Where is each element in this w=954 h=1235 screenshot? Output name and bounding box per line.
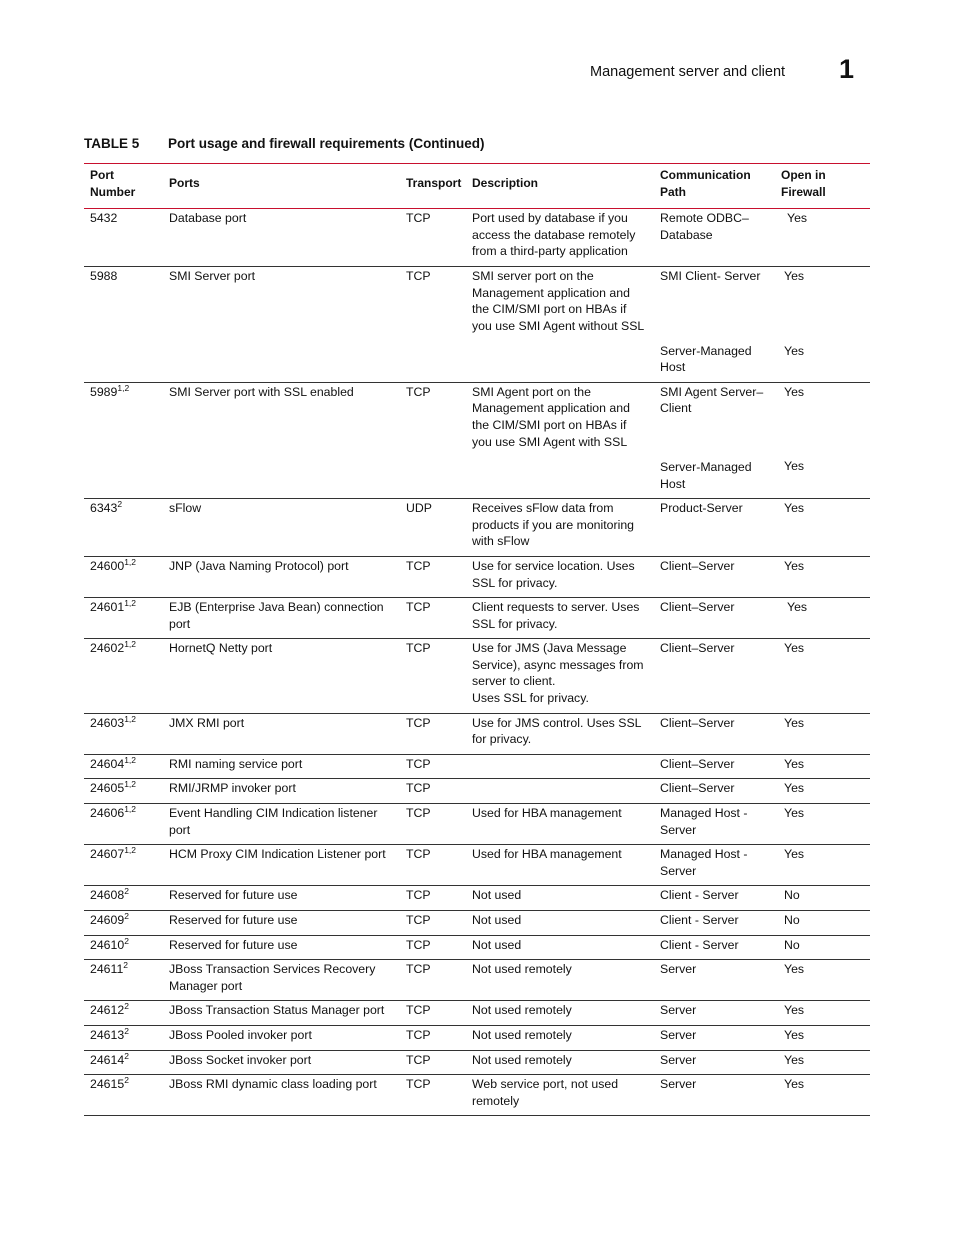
transport: TCP [406,1077,431,1092]
description-cell [466,1001,654,1026]
table-row [84,1001,870,1026]
description-cell [466,1075,654,1116]
transport: TCP [406,268,431,283]
open-in-firewall-cell [775,960,870,1001]
port-number-cell [84,1075,163,1116]
open-in-firewall: Yes [784,501,805,516]
communication-path: Server [660,1052,697,1067]
communication-path-cell [654,935,775,960]
communication-path-cell [654,713,775,754]
communication-path: Managed Host - Server [660,847,748,878]
port-number-cell [84,1001,163,1026]
communication-path: Client–Server [660,558,735,573]
open-in-firewall: Yes [784,847,805,862]
footnote-reference: 2 [124,1001,129,1012]
communication-path: Remote ODBC–Database [660,211,749,242]
column-header-description: Description [472,176,539,191]
port-name: JBoss Transaction Services Recovery Manager port [169,962,376,993]
port-name: HCM Proxy CIM Indication Listener port [169,847,386,862]
footnote-reference: 2 [124,1025,129,1036]
communication-path-cell [654,639,775,713]
description-cell [466,845,654,886]
description: Not used remotely [472,1003,572,1018]
footnote-reference: 1,2 [124,779,137,790]
table-row [84,935,870,960]
communication-path-cell [654,804,775,845]
port-name: Reserved for future use [169,937,298,952]
transport: TCP [406,558,431,573]
column-header-communication-path: Communication Path [660,168,751,199]
table-body [84,209,870,1116]
table-row [84,598,870,639]
open-in-firewall: Yes [784,641,805,656]
table-caption [84,136,485,151]
open-in-firewall: Yes [787,211,808,226]
communication-path: Client - Server [660,888,739,903]
communication-path: Client - Server [660,913,739,927]
open-in-firewall: Yes [784,558,805,573]
transport: TCP [406,715,431,730]
transport: TCP [406,641,431,656]
description: Web service port, not used remotely [472,1077,619,1108]
transport: TCP [406,806,431,821]
footnote-reference: 1,2 [124,556,137,567]
description: Used for HBA management [472,806,622,821]
open-in-firewall-cell [775,779,870,804]
table-row [84,911,870,936]
description: SMI server port on the Management application and the CIM/SMI port on HBAs if you use SMI Agent without SSL [472,268,645,333]
footnote-reference: 1,2 [124,803,137,814]
port-number-cell [84,639,163,713]
table-row [84,779,870,804]
description-cell [466,754,654,779]
column-header-ports: Ports [169,176,200,191]
description-cell [466,1050,654,1075]
chapter-number: 1 [839,54,855,84]
description-cell [466,960,654,1001]
communication-path-cell [654,911,775,936]
port-name: JNP (Java Naming Protocol) port [169,558,349,573]
port-number-cell [84,754,163,779]
description: Used for HBA management [472,847,622,862]
open-in-firewall-cell [775,911,870,936]
open-in-firewall-cell [775,499,870,557]
transport: UDP [406,501,432,516]
port-number: 24610 [90,937,125,952]
description: Use for JMS (Java Message Service), async messages from server to client. [472,641,644,689]
port-number-cell [84,598,163,639]
port-number-cell [84,499,163,557]
port-name: Reserved for future use [169,913,298,927]
description-cell [466,499,654,557]
communication-path-cell [654,960,775,1001]
transport: TCP [406,847,431,862]
open-in-firewall-cell [775,1001,870,1026]
footnote-reference: 2 [123,960,129,971]
communication-path: Client–Server [660,600,735,615]
table-row [84,1050,870,1075]
port-number-cell [84,804,163,845]
port-number-cell [84,1050,163,1075]
communication-path: Product-Server [660,501,743,516]
transport: TCP [406,781,431,796]
open-in-firewall-cell [775,639,870,713]
port-usage-table [84,163,870,1116]
port-number: 24600 [90,558,125,573]
transport: TCP [406,384,431,399]
communication-path: Server [660,1077,697,1092]
description-cell [466,266,654,382]
footnote-reference: 2 [124,1050,129,1061]
communication-path-cell [654,1075,775,1116]
communication-path-cell [654,1001,775,1026]
port-number: 24613 [90,1027,125,1042]
port-number-cell [84,1025,163,1050]
open-in-firewall: Yes [787,600,808,615]
port-number-cell [84,935,163,960]
open-in-firewall-cell [775,886,870,911]
open-in-firewall: No [784,888,800,903]
description: Port used by database if you access the database remotely from a third-party application [472,211,636,259]
open-in-firewall: Yes [784,1052,805,1067]
communication-path: Client–Server [660,715,735,730]
description-cell [466,1025,654,1050]
description-cell [466,804,654,845]
communication-path-cell [654,598,775,639]
port-number-cell [84,886,163,911]
table-row [84,499,870,557]
description: Not used remotely [472,1052,572,1067]
port-name: JBoss Transaction Status Manager port [169,1003,385,1018]
description: Receives sFlow data from products if you are monitoring with sFlow [472,501,634,549]
communication-path: Server [660,1003,697,1018]
port-name: Event Handling CIM Indication listener port [169,806,378,837]
table-row [84,713,870,754]
port-usage-table-container [84,163,870,1116]
port-number: 24609 [90,913,125,927]
table-row [84,754,870,779]
port-number-cell [84,779,163,804]
description-cell [466,779,654,804]
port-name: RMI naming service port [169,756,303,771]
description: SMI Agent port on the Management application and the CIM/SMI port on HBAs if you use SMI Agent with SSL [472,384,630,449]
open-in-firewall-cell [775,1025,870,1050]
footnote-reference: 1,2 [124,598,137,608]
description: Not used [472,913,522,927]
port-number: 6343 [90,501,118,516]
port-number: 5432 [90,211,118,226]
table-row [84,1025,870,1050]
header-row [84,164,870,209]
communication-path-cell [654,382,775,498]
open-in-firewall: Yes [784,1077,805,1092]
port-number-cell [84,713,163,754]
description-cell [466,911,654,936]
description-cell [466,556,654,597]
description-cell [466,382,654,498]
open-in-firewall: Yes [784,268,805,283]
open-in-firewall: Yes [784,756,805,771]
description: Client requests to server. Uses SSL for privacy. [472,600,640,631]
port-name: Reserved for future use [169,888,298,903]
open-in-firewall-cell [775,1075,870,1116]
description-note: Uses SSL for privacy. [472,691,589,706]
transport: TCP [406,756,431,771]
communication-path-cell [654,499,775,557]
open-in-firewall-cell [775,1050,870,1075]
port-number: 24603 [90,715,125,730]
table-row [84,382,870,498]
port-name: HornetQ Netty port [169,641,273,656]
transport: TCP [406,211,431,226]
column-header-transport: Transport [406,176,462,191]
footnote-reference: 1,2 [124,754,137,765]
description-cell [466,886,654,911]
description-cell [466,713,654,754]
open-in-firewall-cell [775,266,870,382]
transport: TCP [406,600,431,615]
footnote-reference: 2 [124,935,129,946]
port-number: 24602 [90,641,125,656]
port-number: 24604 [90,756,125,771]
transport: TCP [406,913,431,927]
open-in-firewall-cell [775,713,870,754]
communication-path: Client–Server [660,756,735,771]
port-name: SMI Server port [169,268,256,283]
transport: TCP [406,1052,431,1067]
table-header [84,164,870,209]
table-row [84,639,870,713]
port-name: JBoss RMI dynamic class loading port [169,1077,377,1092]
open-in-firewall: Yes [784,806,805,821]
communication-path-cell [654,1050,775,1075]
port-number: 5988 [90,268,118,283]
port-number: 24606 [90,806,125,821]
description-cell [466,598,654,639]
communication-path: SMI Agent Server–Client [660,384,764,416]
description: Use for service location. Uses SSL for privacy. [472,558,635,590]
communication-path-cell [654,886,775,911]
communication-path: Server [660,1027,697,1042]
communication-path-cell [654,754,775,779]
open-in-firewall: Yes [784,384,805,399]
column-header-port-number: Port Number [90,168,136,199]
transport: TCP [406,888,431,903]
communication-path: Managed Host - Server [660,806,748,837]
communication-path-cell [654,779,775,804]
port-number-cell [84,209,163,267]
footnote-reference: 2 [124,1075,129,1086]
footnote-reference: 1,2 [117,382,130,393]
communication-path-cell [654,266,775,382]
open-in-firewall: Yes [784,715,805,730]
open-in-firewall: Yes [784,1027,805,1042]
open-in-firewall-cell [775,382,870,498]
communication-path: Client - Server [660,937,739,952]
port-number: 24605 [90,781,125,796]
description-cell [466,639,654,713]
open-in-firewall: No [784,937,800,952]
port-number: 24614 [90,1052,125,1067]
communication-path: Server-Managed Host [660,343,752,375]
open-in-firewall: Yes [784,459,805,474]
port-number: 24612 [90,1003,125,1018]
communication-path: Server [660,962,697,977]
table-row [84,1075,870,1116]
transport: TCP [406,1003,431,1018]
description-cell [466,935,654,960]
table-row [84,960,870,1001]
description: Not used remotely [472,962,572,977]
description: Use for JMS control. Uses SSL for privacy. [472,715,642,747]
port-number: 24615 [90,1077,125,1092]
port-name: JMX RMI port [169,715,245,730]
footnote-reference: 1,2 [124,639,137,650]
table-row [84,886,870,911]
open-in-firewall-cell [775,804,870,845]
port-number: 24607 [90,847,125,862]
port-name: EJB (Enterprise Java Bean) connection port [169,600,384,631]
communication-path: SMI Client- Server [660,268,761,283]
description: Not used [472,937,522,952]
transport: TCP [406,937,431,952]
port-number-cell [84,382,163,498]
table-title: Port usage and firewall requirements (Continued) [168,136,485,151]
communication-path: Client–Server [660,781,735,796]
port-name: JBoss Pooled invoker port [169,1027,312,1042]
open-in-firewall-cell [775,556,870,597]
open-in-firewall: Yes [784,781,805,796]
communication-path-cell [654,845,775,886]
column-header-open-in-firewall: Open in Firewall [781,168,826,199]
port-name: SMI Server port with SSL enabled [169,384,354,399]
communication-path-cell [654,1025,775,1050]
description: Not used remotely [472,1027,572,1042]
transport: TCP [406,962,431,977]
port-name: Database port [169,211,247,226]
port-number-cell [84,911,163,936]
open-in-firewall: Yes [784,962,805,977]
open-in-firewall-cell [775,845,870,886]
port-number: 24608 [90,888,125,903]
footnote-reference: 2 [117,499,123,510]
open-in-firewall-cell [775,754,870,779]
open-in-firewall: Yes [784,343,805,358]
table-row [84,845,870,886]
description: Not used [472,888,522,903]
table-row [84,804,870,845]
communication-path: Client–Server [660,641,735,656]
table-label: TABLE 5 [84,136,140,151]
port-number: 24601 [90,600,125,615]
transport: TCP [406,1027,431,1042]
port-number-cell [84,556,163,597]
communication-path-cell [654,209,775,267]
open-in-firewall-cell [775,598,870,639]
communication-path: Server-Managed Host [660,459,752,491]
open-in-firewall: Yes [784,1003,805,1018]
port-name: sFlow [169,501,202,516]
running-header-title: Management server and client [590,64,786,80]
table-row [84,266,870,382]
table-row [84,209,870,267]
footnote-reference: 1,2 [124,845,137,856]
communication-path-cell [654,556,775,597]
open-in-firewall: No [784,913,800,927]
port-number-cell [84,960,163,1001]
footnote-reference: 1,2 [124,713,137,724]
table-row [84,556,870,597]
open-in-firewall-cell [775,935,870,960]
port-name: JBoss Socket invoker port [169,1052,312,1067]
open-in-firewall-cell [775,209,870,267]
port-number-cell [84,266,163,382]
footnote-reference: 2 [124,886,129,897]
port-name: RMI/JRMP invoker port [169,781,296,796]
description-cell [466,209,654,267]
footnote-reference: 2 [124,910,129,921]
port-number-cell [84,845,163,886]
port-number: 24611 [90,962,124,977]
port-number: 5989 [90,384,118,399]
